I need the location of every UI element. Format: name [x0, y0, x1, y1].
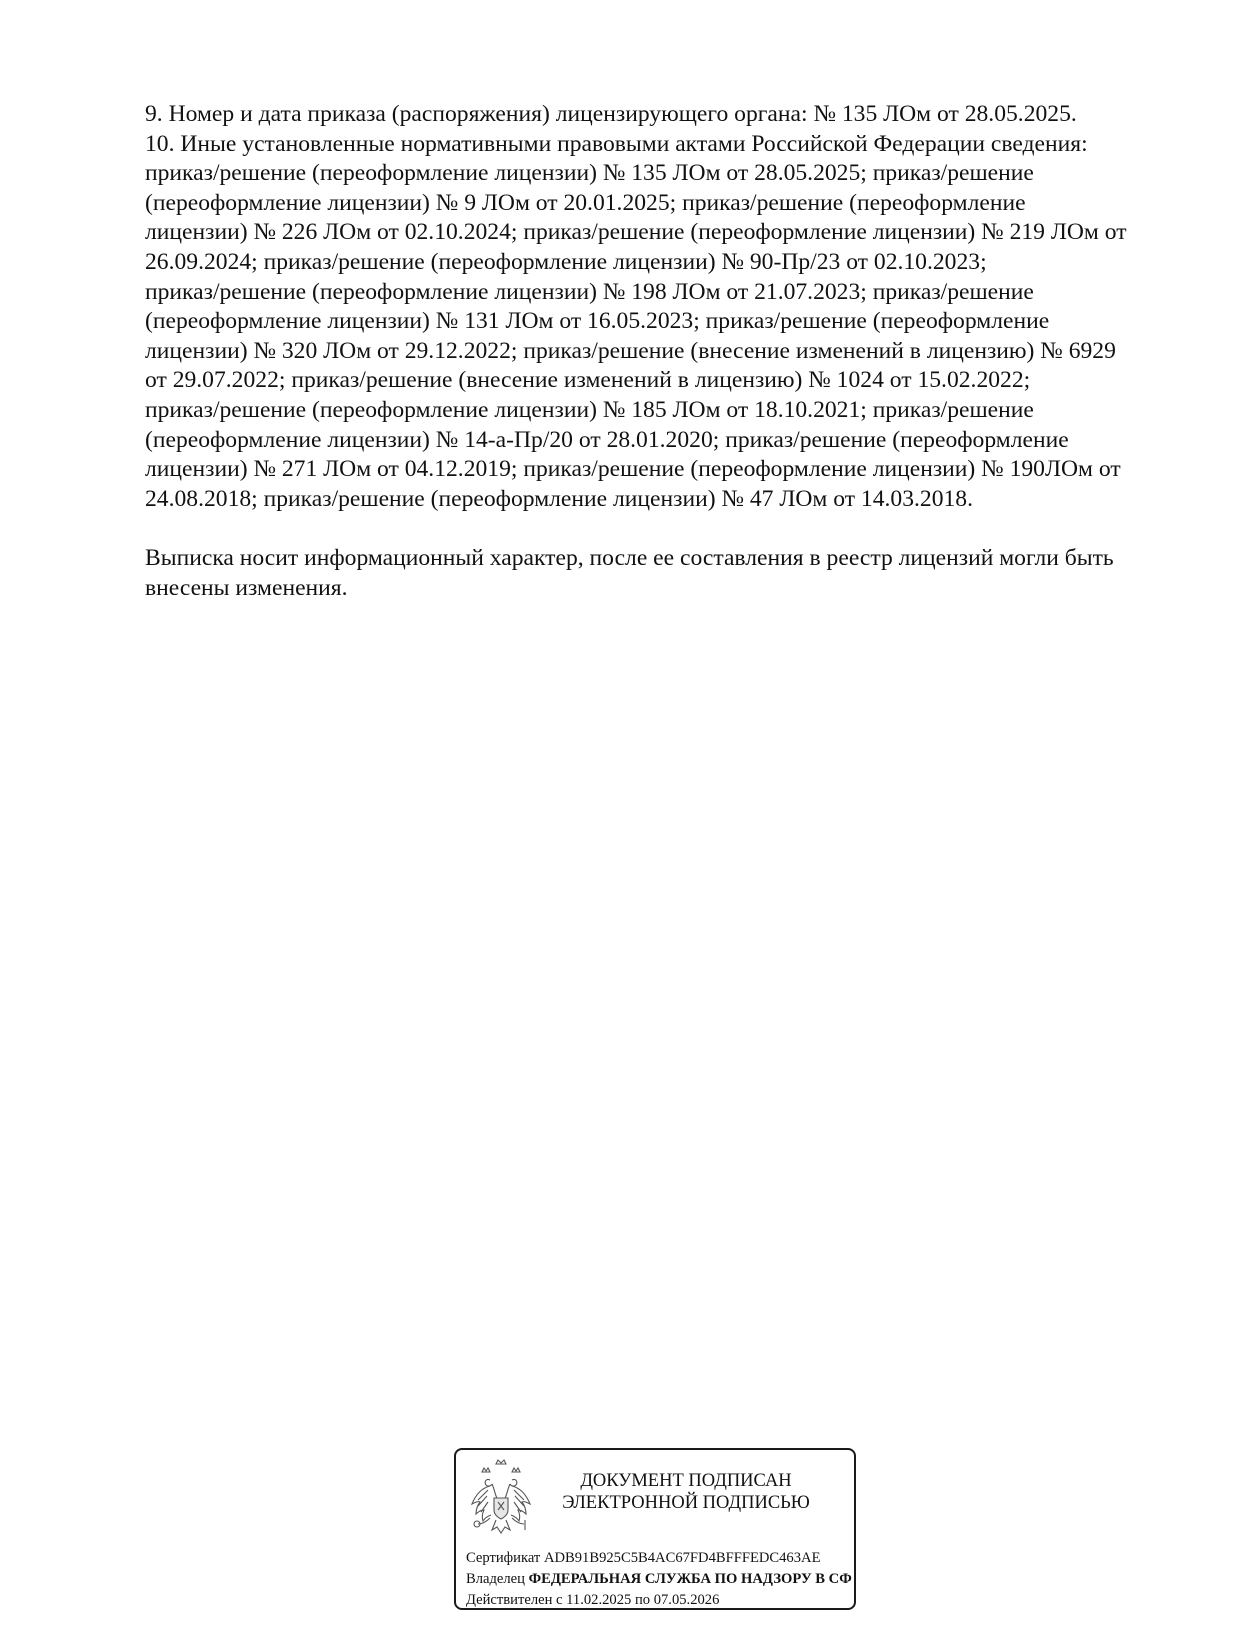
item-10-line: приказ/решение (переоформление лицензии) № 135 ЛОм от 28.05.2025; приказ/решение	[145, 160, 1034, 187]
validity-row: Действителен с 11.02.2025 по 07.05.2026	[466, 1592, 720, 1608]
stamp-heading-line: ДОКУМЕНТ ПОДПИСАН	[580, 1471, 792, 1491]
item-9-order-number: 9. Номер и дата приказа (распоряжения) лицензирующего органа: № 135 ЛОм от 28.05.2025.	[145, 101, 1077, 127]
stamp-heading-line: ЭЛЕКТРОННОЙ ПОДПИСЬЮ	[562, 1493, 810, 1513]
item-10-line: (переоформление лицензии) № 14-а-Пр/20 от 28.01.2020; приказ/решение (переоформление	[145, 426, 1069, 453]
certificate-label: Сертификат	[466, 1550, 541, 1566]
notice-line: внесены изменения.	[145, 574, 348, 601]
item-10-line: 24.08.2018; приказ/решение (переоформление лицензии) № 47 ЛОм от 14.03.2018.	[145, 485, 973, 512]
item-10-line: приказ/решение (переоформление лицензии) № 198 ЛОм от 21.07.2023; приказ/решение	[145, 278, 1034, 305]
owner-row	[466, 1569, 852, 1590]
owner-value: ФЕДЕРАЛЬНАЯ СЛУЖБА ПО НАДЗОРУ В СФ	[528, 1571, 852, 1587]
item-10-line: 10. Иные установленные нормативными правовыми актами Российской Федерации сведения:	[145, 130, 1088, 157]
item-10-line: лицензии) № 320 ЛОм от 29.12.2022; приказ/решение (внесение изменений в лицензию) № 6929	[145, 337, 1116, 364]
item-10-line: от 29.07.2022; приказ/решение (внесение изменений в лицензию) № 1024 от 15.02.2022;	[145, 367, 1031, 394]
owner-label: Владелец	[466, 1571, 525, 1587]
item-10-line: (переоформление лицензии) № 9 ЛОм от 20.01.2025; приказ/решение (переоформление	[145, 189, 1026, 216]
item-10-line: 26.09.2024; приказ/решение (переоформление лицензии) № 90-Пр/23 от 02.10.2023;	[145, 248, 987, 275]
item-10-line: приказ/решение (переоформление лицензии) № 185 ЛОм от 18.10.2021; приказ/решение	[145, 396, 1034, 423]
certificate-row	[466, 1548, 846, 1569]
item-10-line: лицензии) № 226 ЛОм от 02.10.2024; приказ/решение (переоформление лицензии) № 219 ЛОм от	[145, 219, 1127, 246]
electronic-signature-stamp	[454, 1448, 856, 1610]
document-body	[145, 100, 1175, 634]
stamp-details	[466, 1548, 852, 1610]
item-10-line: (переоформление лицензии) № 131 ЛОм от 16.05.2023; приказ/решение (переоформление	[145, 308, 1050, 335]
item-10-other-info	[145, 130, 1175, 515]
item-10-line: лицензии) № 271 ЛОм от 04.12.2019; приказ/решение (переоформление лицензии) № 190ЛОм от	[145, 456, 1121, 483]
stamp-heading	[536, 1470, 836, 1514]
coat-of-arms-icon	[468, 1458, 534, 1544]
informational-notice	[145, 544, 1175, 603]
certificate-value: ADB91B925C5B4AC67FD4BFFFEDC463AE	[543, 1550, 821, 1566]
notice-line: Выписка носит информационный характер, после ее составления в реестр лицензий могли быть	[145, 545, 1114, 572]
